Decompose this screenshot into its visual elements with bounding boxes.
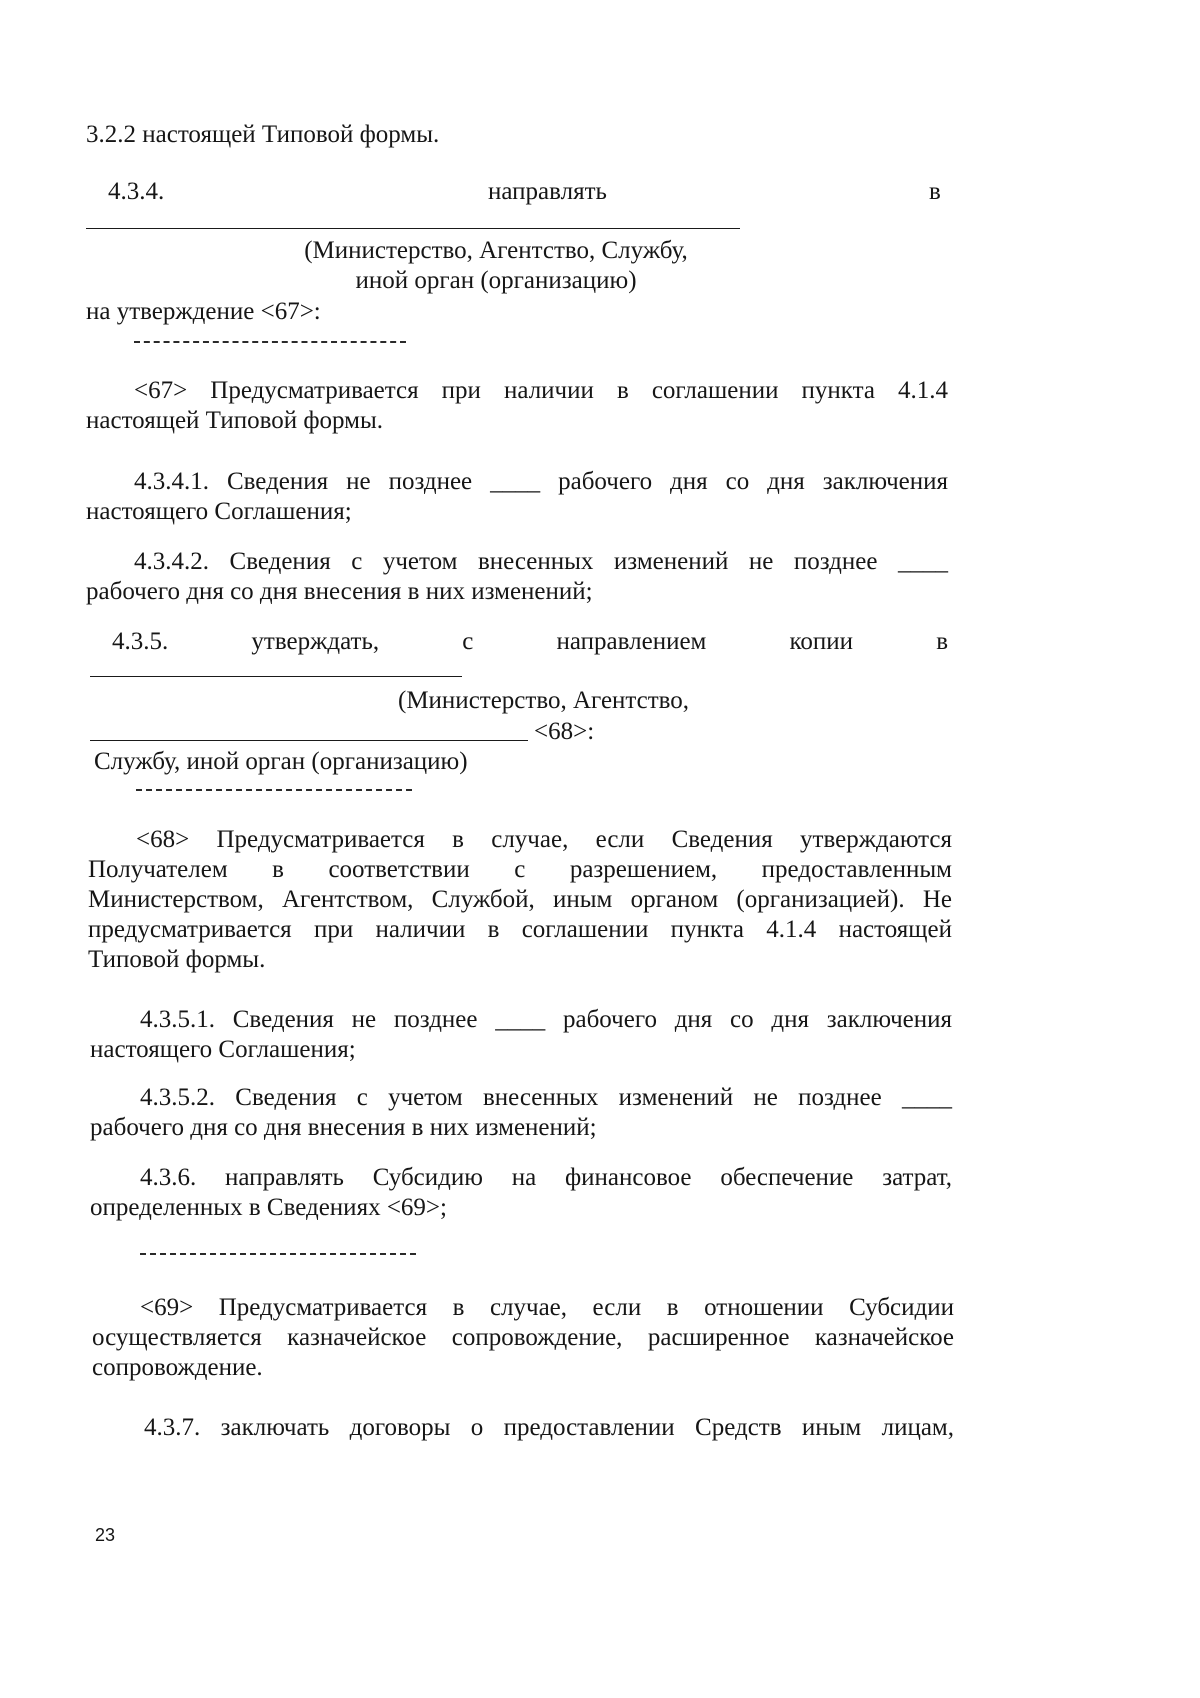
footnote-text: осуществляется казначейское сопровождение, расширенное казначейское xyxy=(92,1324,954,1351)
text-line: 3.2.2 настоящей Типовой формы. xyxy=(86,121,440,148)
fill-in-line xyxy=(86,228,740,229)
hint-text: иной орган (организацию) xyxy=(355,267,637,294)
clause-text: 4.3.5.2. Сведения с учетом внесенных изменений не позднее ____ xyxy=(140,1084,952,1111)
clause-text: 4.3.5.1. Сведения не позднее ____ рабочего дня со дня заключения xyxy=(140,1006,952,1033)
footnote-text: <68> Предусматривается в случае, если Сведения утверждаются xyxy=(136,826,952,853)
footnote-ref: <68>: xyxy=(534,718,595,745)
footnote-text: настоящей Типовой формы. xyxy=(86,407,384,434)
clause-text: 4.3.5. утверждать, с направлением копии в xyxy=(112,628,948,655)
hint-text: (Министерство, Агентство, xyxy=(398,687,690,714)
page-number: 23 xyxy=(95,1525,116,1545)
footnote-text: предусматривается при наличии в соглашении пункта 4.1.4 настоящей xyxy=(88,916,952,943)
footnote-text: Получателем в соответствии с разрешением, предоставленным xyxy=(88,856,952,883)
clause-text: настоящего Соглашения; xyxy=(86,498,352,525)
fill-in-line xyxy=(90,740,528,741)
clause-number: 4.3.4. xyxy=(108,178,165,205)
footnote-text: Типовой формы. xyxy=(88,946,266,973)
clause-text: настоящего Соглашения; xyxy=(90,1036,356,1063)
clause-text: 4.3.4.2. Сведения с учетом внесенных изменений не позднее ____ xyxy=(134,548,948,575)
clause-text: 4.3.4.1. Сведения не позднее ____ рабочего дня со дня заключения xyxy=(134,468,948,495)
text-word: в xyxy=(929,178,941,205)
footnote-text: Министерством, Агентством, Службой, иным органом (организацией). Не xyxy=(88,886,952,913)
footnote-text: <69> Предусматривается в случае, если в отношении Субсидии xyxy=(140,1294,954,1321)
text-word: направлять xyxy=(488,178,607,205)
fill-in-line xyxy=(90,676,462,677)
text-line: на утверждение <67>: xyxy=(86,298,321,325)
hint-text: (Министерство, Агентство, Службу, xyxy=(304,237,688,264)
clause-text: рабочего дня со дня внесения в них изменений; xyxy=(86,578,593,605)
footnote-separator xyxy=(134,341,406,343)
clause-text: 4.3.7. заключать договоры о предоставлении Средств иным лицам, xyxy=(144,1414,954,1441)
footnote-text: <67> Предусматривается при наличии в соглашении пункта 4.1.4 xyxy=(134,377,948,404)
footnote-separator xyxy=(140,1253,416,1255)
clause-text: рабочего дня со дня внесения в них изменений; xyxy=(90,1114,597,1141)
hint-text: Службу, иной орган (организацию) xyxy=(94,748,468,775)
footnote-text: сопровождение. xyxy=(92,1354,263,1381)
clause-text: определенных в Сведениях <69>; xyxy=(90,1194,447,1221)
footnote-separator xyxy=(136,789,412,791)
clause-text: 4.3.6. направлять Субсидию на финансовое обеспечение затрат, xyxy=(140,1164,952,1191)
